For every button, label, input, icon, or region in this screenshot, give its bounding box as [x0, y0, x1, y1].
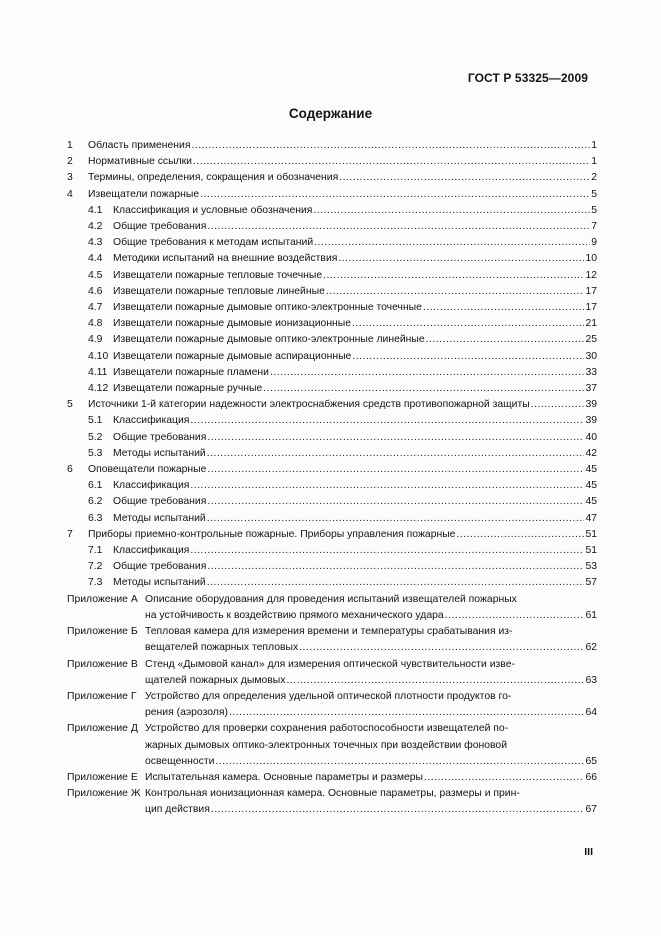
toc-entry-number: 4.8	[88, 318, 103, 330]
toc-dot-leader	[190, 413, 584, 429]
toc-appendix-entry[interactable]	[67, 689, 597, 721]
toc-entry-page: 37	[585, 383, 597, 395]
toc-entry-page: 1	[591, 156, 597, 168]
toc-entry-page: 53	[585, 561, 597, 573]
toc-subsection-entry[interactable]	[67, 349, 597, 365]
appendix-title-last-line	[145, 802, 597, 818]
toc-entry-page: 40	[585, 431, 597, 443]
toc-section-entry[interactable]	[67, 187, 597, 203]
appendix-label: Приложение Е	[67, 771, 138, 783]
toc-entry-title: Классификация	[113, 545, 190, 557]
toc-dot-leader	[531, 397, 585, 413]
appendix-title-line: жарных дымовых оптико-электронных точечных при воздействии фоновой	[145, 739, 507, 751]
appendix-title	[145, 721, 597, 770]
appendix-label: Приложение Г	[67, 690, 137, 702]
toc-dot-leader	[270, 365, 584, 381]
toc-entry-number: 7.3	[88, 577, 103, 589]
appendix-label: Приложение Д	[67, 723, 138, 735]
appendix-title	[145, 689, 597, 721]
toc-section-entry[interactable]	[67, 397, 597, 413]
toc-entry-page: 45	[585, 496, 597, 508]
toc-subsection-entry[interactable]	[67, 511, 597, 527]
appendix-label: Приложение В	[67, 658, 138, 670]
appendix-title-line: Описание оборудования для проведения испытаний извещателей пожарных	[145, 593, 517, 605]
toc-dot-leader	[207, 462, 584, 478]
toc-subsection-entry[interactable]	[67, 332, 597, 348]
toc-subsection-entry[interactable]	[67, 268, 597, 284]
appendix-title-line: Устройство для определения удельной оптической плотности продуктов го-	[145, 690, 512, 702]
appendix-title-last-line	[145, 673, 597, 689]
toc-entry-title: Методы испытаний	[113, 447, 206, 459]
toc-entry-title: Методы испытаний	[113, 512, 206, 524]
appendix-title-line: вещателей пожарных тепловых	[145, 642, 299, 654]
toc-entry-title: Область применения	[88, 140, 191, 151]
toc-entry-number: 6.1	[88, 480, 103, 492]
toc-entry-number: 6.2	[88, 496, 103, 508]
toc-subsection-entry[interactable]	[67, 575, 597, 591]
toc-subsection-entry[interactable]	[67, 559, 597, 575]
toc-entry-number: 1	[67, 140, 73, 151]
appendix-title-line: Устройство для проверки сохранения работоспособности извещателей по-	[145, 723, 509, 735]
page-number: III	[584, 846, 593, 858]
toc-entry-number: 4.1	[88, 204, 103, 216]
toc-dot-leader	[339, 170, 590, 186]
toc-entry-title: Методики испытаний на внешние воздействия	[113, 253, 338, 265]
toc-dot-leader	[326, 284, 585, 300]
toc-dot-leader	[207, 511, 585, 527]
standard-designation: ГОСТ Р 53325—2009	[467, 71, 588, 85]
toc-entry-title: Извещатели пожарные ручные	[113, 383, 263, 395]
toc-dot-leader	[211, 802, 585, 818]
toc-entry-page: 17	[585, 285, 597, 297]
toc-subsection-entry[interactable]	[67, 300, 597, 316]
toc-entry-title: Извещатели пожарные тепловые линейные	[113, 285, 325, 297]
toc-subsection-entry[interactable]	[67, 446, 597, 462]
toc-subsection-entry[interactable]	[67, 543, 597, 559]
toc-entry-title: Источники 1-й категории надежности электроснабжения средств противопожарной защиты	[88, 399, 530, 411]
toc-entry-page: 33	[585, 366, 597, 378]
toc-entry-page: 57	[585, 577, 597, 589]
toc-dot-leader	[456, 527, 584, 543]
toc-dot-leader	[207, 219, 590, 235]
toc-entry-number: 7.1	[88, 545, 103, 557]
toc-entry-page: 25	[585, 334, 597, 346]
toc-subsection-entry[interactable]	[67, 219, 597, 235]
toc-subsection-entry[interactable]	[67, 203, 597, 219]
toc-entry-title: Извещатели пожарные	[88, 188, 200, 200]
toc-entry-number: 4.12	[88, 383, 109, 395]
toc-entry-number: 4.7	[88, 302, 103, 314]
appendix-title-line: Тепловая камера для измерения времени и температуры срабатывания из-	[145, 626, 513, 638]
toc-dot-leader	[423, 300, 585, 316]
toc-entry-title: Оповещатели пожарные	[88, 464, 207, 476]
toc-entry-page: 7	[591, 221, 597, 233]
toc-entry-title: Извещатели пожарные тепловые точечные	[113, 269, 323, 281]
toc-dot-leader	[229, 705, 584, 721]
toc-entry-number: 4.5	[88, 269, 103, 281]
appendix-title-line: Контрольная ионизационная камера. Основные параметры, размеры и прин-	[145, 788, 520, 800]
toc-entry-number: 7	[67, 528, 73, 540]
toc-entry-page: 21	[585, 318, 597, 330]
page-title: Содержание	[288, 106, 373, 121]
appendix-title	[145, 592, 597, 624]
toc-dot-leader	[445, 608, 585, 624]
toc-section-entry[interactable]	[67, 462, 597, 478]
toc-entry-title: Классификация	[113, 480, 190, 492]
appendix-title-last-line	[145, 608, 597, 624]
table-of-contents	[67, 138, 597, 819]
toc-appendix-entry[interactable]	[67, 624, 597, 656]
appendix-title-last-line	[145, 754, 597, 770]
appendix-title	[145, 657, 597, 689]
toc-section-entry[interactable]	[67, 154, 597, 170]
toc-subsection-entry[interactable]	[67, 494, 597, 510]
toc-dot-leader	[352, 349, 584, 365]
appendix-title	[145, 786, 597, 818]
toc-dot-leader	[286, 673, 584, 689]
appendix-title-last-line	[145, 640, 597, 656]
toc-dot-leader	[190, 478, 584, 494]
appendix-title-line: Испытательная камера. Основные параметры и размеры	[145, 771, 424, 783]
appendix-title	[145, 770, 597, 786]
toc-entry-page: 47	[585, 512, 597, 524]
appendix-title	[145, 624, 597, 656]
appendix-title-last-line	[145, 705, 597, 721]
toc-dot-leader	[190, 543, 584, 559]
toc-entry-page: 42	[585, 447, 597, 459]
toc-entry-page: 51	[585, 545, 597, 557]
toc-entry-title: Классификация	[113, 415, 190, 427]
toc-dot-leader	[200, 187, 590, 203]
toc-entry-title: Нормативные ссылки	[88, 156, 192, 168]
toc-dot-leader	[207, 430, 584, 446]
appendix-title-line: освещенности	[145, 755, 215, 767]
toc-entry-number: 4	[67, 188, 73, 200]
toc-entry-title: Общие требования	[113, 561, 207, 573]
toc-entry-number: 5.3	[88, 447, 103, 459]
toc-subsection-entry[interactable]	[67, 381, 597, 397]
toc-entry-page: 67	[585, 804, 597, 816]
toc-entry-page: 65	[585, 755, 597, 767]
toc-entry-number: 4.3	[88, 237, 103, 249]
toc-entry-number: 4.9	[88, 334, 103, 346]
toc-dot-leader	[426, 332, 585, 348]
toc-entry-title: Извещатели пожарные дымовые оптико-электронные линейные	[113, 334, 425, 346]
toc-dot-leader	[207, 559, 584, 575]
toc-section-entry[interactable]	[67, 170, 597, 186]
toc-subsection-entry[interactable]	[67, 430, 597, 446]
toc-dot-leader	[314, 235, 590, 251]
toc-entry-title: Классификация и условные обозначения	[113, 204, 313, 216]
toc-entry-page: 64	[585, 707, 597, 719]
toc-subsection-entry[interactable]	[67, 251, 597, 267]
toc-entry-title: Приборы приемно-контрольные пожарные. Приборы управления пожарные	[88, 528, 456, 540]
toc-entry-page: 5	[591, 204, 597, 216]
toc-section-entry[interactable]	[67, 527, 597, 543]
toc-dot-leader	[424, 770, 584, 786]
toc-entry-number: 5	[67, 399, 73, 411]
toc-entry-page: 39	[585, 415, 597, 427]
toc-entry-page: 12	[585, 269, 597, 281]
toc-entry-number: 6	[67, 464, 73, 476]
toc-subsection-entry[interactable]	[67, 478, 597, 494]
toc-entry-page: 63	[585, 674, 597, 686]
toc-entry-page: 2	[591, 172, 597, 184]
toc-entry-page: 66	[585, 771, 597, 783]
appendix-title-line: щателей пожарных дымовых	[145, 674, 286, 686]
toc-entry-title: Общие требования к методам испытаний	[113, 237, 314, 249]
toc-entry-page: 30	[585, 350, 597, 362]
toc-entry-number: 4.6	[88, 285, 103, 297]
toc-entry-title: Извещатели пожарные дымовые ионизационные	[113, 318, 352, 330]
toc-appendix-entry[interactable]	[67, 721, 597, 770]
toc-dot-leader	[193, 154, 590, 170]
toc-dot-leader	[338, 251, 584, 267]
toc-entry-number: 5.1	[88, 415, 103, 427]
toc-entry-number: 4.11	[88, 366, 108, 378]
toc-subsection-entry[interactable]	[67, 365, 597, 381]
toc-dot-leader	[313, 203, 590, 219]
toc-entry-title: Извещатели пожарные пламени	[113, 366, 269, 378]
toc-dot-leader	[352, 316, 584, 332]
toc-subsection-entry[interactable]	[67, 235, 597, 251]
toc-entry-number: 5.2	[88, 431, 103, 443]
toc-appendix-entry[interactable]	[67, 592, 597, 624]
toc-appendix-entry[interactable]	[67, 770, 597, 786]
toc-entry-title: Извещатели пожарные дымовые оптико-электронные точечные	[113, 302, 422, 314]
toc-entry-title: Методы испытаний	[113, 577, 206, 589]
appendix-title-last-line	[145, 770, 597, 786]
appendix-title-line: Стенд «Дымовой канал» для измерения оптической чувствительности изве-	[145, 658, 515, 670]
appendix-title-line: цип действия	[145, 804, 210, 816]
toc-entry-page: 45	[585, 480, 597, 492]
toc-entry-number: 4.4	[88, 253, 103, 265]
toc-entry-number: 6.3	[88, 512, 103, 524]
toc-entry-title: Общие требования	[113, 431, 207, 443]
toc-dot-leader	[207, 494, 584, 510]
toc-entry-page: 17	[585, 302, 597, 314]
toc-entry-page: 51	[585, 528, 597, 540]
toc-dot-leader	[263, 381, 584, 397]
toc-entry-page: 45	[585, 464, 597, 476]
toc-dot-leader	[207, 446, 585, 462]
toc-entry-title: Общие требования	[113, 221, 207, 233]
toc-entry-page: 9	[591, 237, 597, 249]
toc-entry-number: 7.2	[88, 561, 103, 573]
toc-subsection-entry[interactable]	[67, 284, 597, 300]
toc-entry-page: 5	[591, 188, 597, 200]
toc-entry-page: 1	[591, 140, 597, 151]
toc-entry-title: Термины, определения, сокращения и обозначения	[88, 172, 339, 184]
toc-entry-page: 10	[585, 253, 597, 265]
toc-entry-number: 4.2	[88, 221, 103, 233]
toc-dot-leader	[215, 754, 584, 770]
appendix-label: Приложение А	[67, 593, 138, 605]
toc-dot-leader	[207, 575, 585, 591]
appendix-label: Приложение Б	[67, 626, 138, 638]
toc-entry-title: Извещатели пожарные дымовые аспирационные	[113, 350, 352, 362]
toc-entry-page: 62	[585, 642, 597, 654]
toc-subsection-entry[interactable]	[67, 316, 597, 332]
toc-appendix-entry[interactable]	[67, 786, 597, 818]
toc-appendix-entry[interactable]	[67, 657, 597, 689]
appendix-title-line: рения (аэрозоля)	[145, 707, 228, 719]
appendix-label: Приложение Ж	[67, 788, 141, 800]
toc-subsection-entry[interactable]	[67, 413, 597, 429]
toc-entry-title: Общие требования	[113, 496, 207, 508]
toc-entry-number: 4.10	[88, 350, 109, 362]
toc-dot-leader	[191, 138, 590, 154]
appendix-title-line: на устойчивость к воздействию прямого механического удара	[145, 609, 444, 621]
toc-entry-page: 61	[585, 609, 597, 621]
toc-entry-number: 3	[67, 172, 73, 184]
toc-dot-leader	[323, 268, 584, 284]
toc-entry-page: 39	[585, 399, 597, 411]
toc-section-entry[interactable]	[67, 138, 597, 154]
toc-dot-leader	[299, 640, 584, 656]
toc-entry-number: 2	[67, 156, 73, 168]
